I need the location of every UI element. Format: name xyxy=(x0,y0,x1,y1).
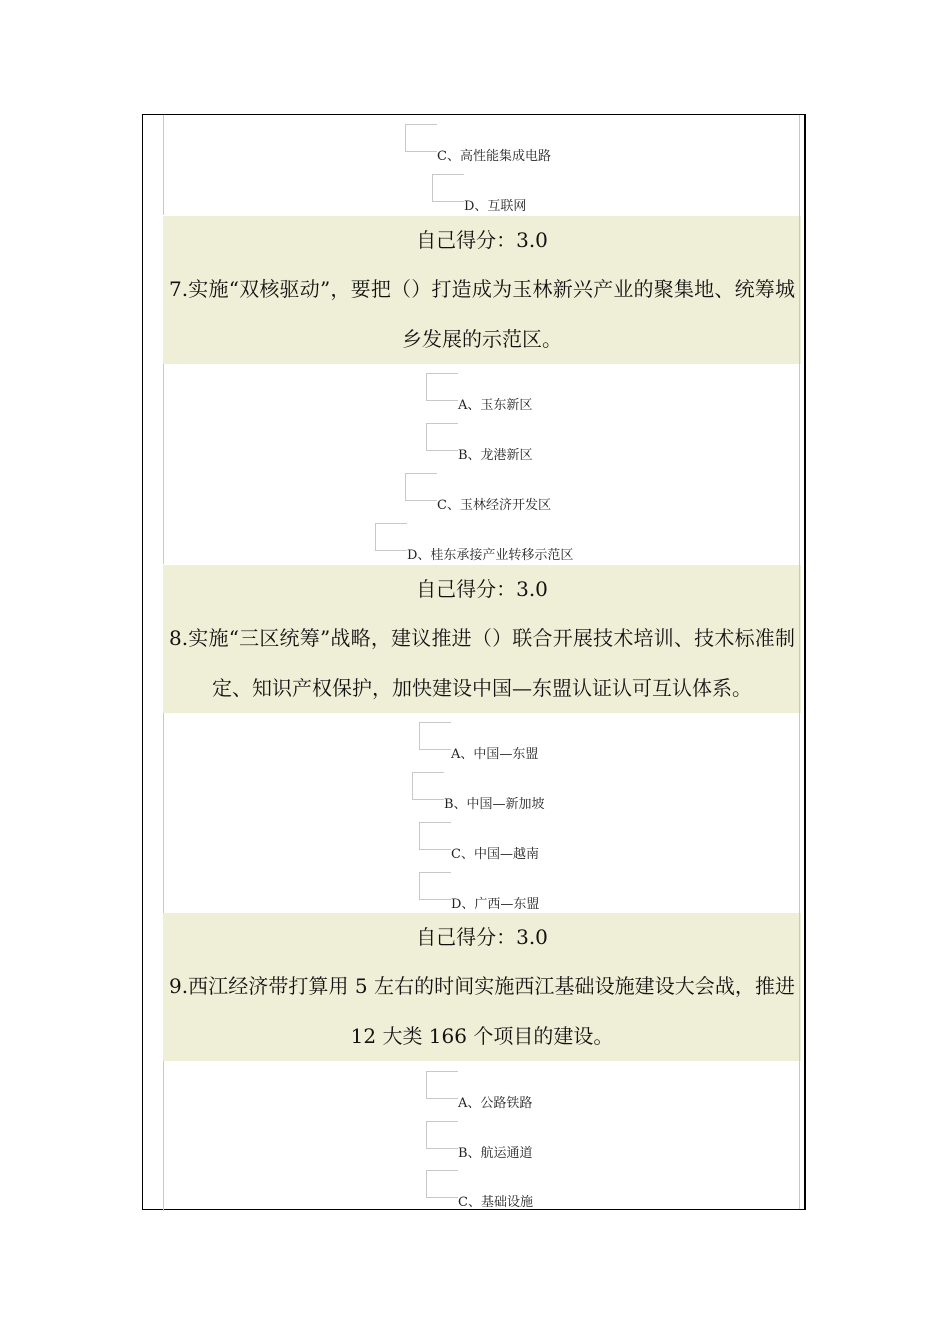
option-checkbox[interactable] xyxy=(405,473,437,501)
option-label: B、龙港新区 xyxy=(458,448,533,463)
divider xyxy=(163,1061,164,1211)
score-label: 自己得分：3.0 xyxy=(416,577,548,601)
option-checkbox[interactable] xyxy=(426,1121,458,1149)
option-label: A、中国—东盟 xyxy=(451,747,539,762)
question-text: 7.实施“双核驱动”，要把（）打造成为玉林新兴产业的聚集地、统筹城乡发展的示范区。 xyxy=(169,277,795,351)
question-9 xyxy=(163,913,801,1061)
option-checkbox[interactable] xyxy=(375,523,407,551)
question-text: 8.实施“三区统筹”战略，建议推进（）联合开展技术培训、技术标准制定、知识产权保护，加快建设中国—东盟认证认可互认体系。 xyxy=(169,626,795,700)
option-label: D、广西—东盟 xyxy=(451,897,540,912)
option-checkbox[interactable] xyxy=(426,1170,458,1198)
option-label: B、航运通道 xyxy=(458,1146,533,1161)
option-checkbox[interactable] xyxy=(412,772,444,800)
option-label: C、中国—越南 xyxy=(451,847,539,862)
score-label: 自己得分：3.0 xyxy=(416,228,548,252)
divider xyxy=(163,364,164,564)
option-label: A、公路铁路 xyxy=(458,1096,533,1111)
option-label: B、中国—新加坡 xyxy=(444,797,545,812)
option-checkbox[interactable] xyxy=(426,1071,458,1099)
option-checkbox[interactable] xyxy=(405,124,437,152)
question-8 xyxy=(163,565,801,713)
option-label: D、桂东承接产业转移示范区 xyxy=(407,548,574,563)
option-checkbox[interactable] xyxy=(419,872,451,900)
option-checkbox[interactable] xyxy=(419,822,451,850)
divider xyxy=(163,115,164,215)
question-7 xyxy=(163,216,801,364)
question-text: 9.西江经济带打算用 5 左右的时间实施西江基础设施建设大会战，推进 12 大类 166 个项目的建设。 xyxy=(169,974,795,1048)
option-checkbox[interactable] xyxy=(419,722,451,750)
divider xyxy=(163,713,164,913)
option-label: A、玉东新区 xyxy=(458,398,533,413)
option-label: C、玉林经济开发区 xyxy=(437,498,551,513)
option-checkbox[interactable] xyxy=(432,174,464,202)
option-label: C、基础设施 xyxy=(458,1195,533,1210)
option-checkbox[interactable] xyxy=(426,373,458,401)
option-checkbox[interactable] xyxy=(426,423,458,451)
score-label: 自己得分：3.0 xyxy=(416,925,548,949)
quiz-frame xyxy=(142,114,806,1210)
option-label: C、高性能集成电路 xyxy=(437,149,551,164)
option-label: D、互联网 xyxy=(464,199,527,214)
